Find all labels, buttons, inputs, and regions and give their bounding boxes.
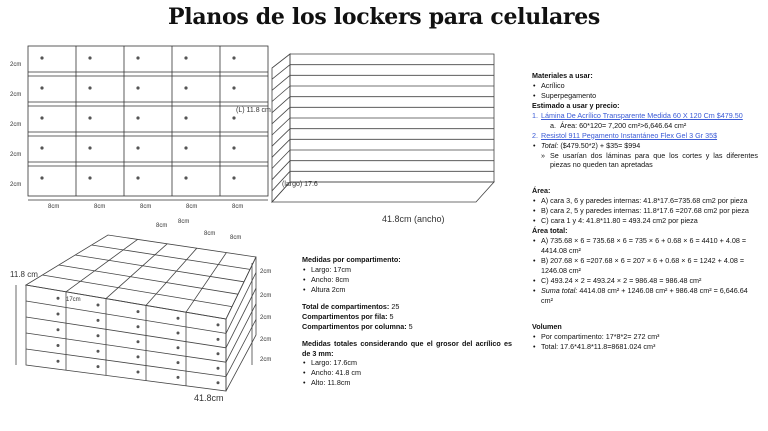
glue-link[interactable]: Resistol 911 Pegamento Instantáneo Flex Gel 3 Gr 35$ [541,130,718,140]
front-hole-dot [88,176,91,179]
box-slat-line [272,65,290,80]
iso-hole-dot [217,338,220,341]
list-item: • Suma total: 4414.08 cm² + 1246.08 cm² + 986.48 cm² = 6,646.64 cm² [532,286,758,306]
iso-top-grid-line [92,245,250,269]
box-view-drawing [232,32,504,228]
iso-top-grid-line [66,239,138,291]
front-hole-dot [136,176,139,179]
iso-hole-dot [217,323,220,326]
front-width-label: 8cm [48,204,60,210]
area-list [532,196,758,226]
box-side-face [272,54,290,202]
list-item: a. Área: 60*120= 7,200 cm²>6,646.64 cm² [550,120,687,130]
iso-shelf-line [26,317,226,348]
front-hole-dot [40,146,43,149]
iso-bottom-label: 41.8cm [194,393,224,403]
iso-shelf-line [226,304,256,362]
list-item: • C) cara 1 y 4: 41.8*11.80 = 493.24 cm2 por pieza [532,216,758,226]
box-slat-line [272,139,290,157]
compartment-measures [302,255,512,388]
iso-hole-dot [97,334,100,337]
iso-top-label: 8cm [156,223,168,229]
box-slat-line [272,129,290,147]
acrylic-sheet-link[interactable]: Lámina De Acrílico Transparente Medida 60 X 120 Cm $479.50 [541,110,743,120]
front-hole-dot [88,146,91,149]
list-item: • Ancho: 41.8 cm [302,368,512,378]
iso-hole-dot [97,303,100,306]
list-item: • A) 735.68 × 6 = 735.68 × 6 = 735 × 6 + 0.68 × 6 = 4410 + 4.08 = 4414.08 cm² [532,236,758,256]
iso-hole-dot [57,313,60,316]
iso-right-label: 2cm [260,315,272,321]
iso-hole-dot [217,367,220,370]
list-item: • Total: 17.6*41.8*11.8=8681.024 cm³ [532,342,758,352]
iso-hole-dot [97,350,100,353]
iso-hole-dot [97,319,100,322]
front-hole-dot [136,56,139,59]
box-slat-line [272,150,290,169]
volume-heading: Volumen [532,321,562,331]
box-slat-line [272,118,290,135]
iso-shelf-line [226,288,256,348]
front-height-label: 2cm [10,182,22,188]
compartment-heading: Medidas por compartimento: [302,255,401,264]
front-hole-dot [184,86,187,89]
front-hole-dot [136,146,139,149]
list-item: • Acrílico [532,81,758,91]
iso-top-grid-line [75,255,244,282]
area-total-heading: Área total: [532,226,568,236]
iso-hole-dot [137,310,140,313]
box-depth-label: (largo) 17.6 [282,181,318,188]
iso-hole-dot [137,371,140,374]
compartment-list [302,265,512,295]
front-height-label: 2cm [10,122,22,128]
isometric-drawing [8,215,280,413]
iso-hole-dot [137,355,140,358]
page-title: Planos de los lockers para celulares [168,4,600,30]
area-heading: Área: [532,186,551,196]
iso-hole-dot [177,346,180,349]
list-item: • A) cara 3, 6 y paredes internas: 41.8*17.6=735.68 cm2 por pieza [532,196,758,206]
iso-side-label: 17cm [66,297,81,303]
iso-hole-dot [217,352,220,355]
materials-list [532,81,758,101]
iso-top-grid-line [59,265,238,294]
iso-right-label: 2cm [260,357,272,363]
box-view-sketch [232,32,504,228]
list-item: • C) 493.24 × 2 = 493.24 × 2 = 986.48 = 986.48 cm² [532,276,758,286]
list-item: • B) cara 2, 5 y paredes internas: 11.8*17.6 =207.68 cm2 por pieza [532,206,758,216]
iso-shelf-line [26,349,226,377]
list-item: 2. Resistol 911 Pegamento Instantáneo Flex Gel 3 Gr 35$ [532,130,718,140]
front-height-label: 2cm [10,152,22,158]
volume-list [532,332,758,352]
front-hole-dot [88,86,91,89]
iso-hole-dot [137,325,140,328]
iso-hole-dot [57,297,60,300]
front-hole-dot [40,116,43,119]
front-hole-dot [40,56,43,59]
front-hole-dot [184,146,187,149]
list-item: • Largo: 17.6cm [302,358,512,368]
iso-right-label: 2cm [260,293,272,299]
outer-heading: Medidas totales considerando que el grosor del acrílico es de 3 mm: [302,338,512,358]
iso-height-label: 11.8 cm [10,270,38,279]
front-hole-dot [184,176,187,179]
list-item: • Alto: 11.8cm [302,378,512,388]
front-hole-dot [184,56,187,59]
list-item: • B) 207.68 × 6 =207.68 × 6 = 207 × 6 + 0.68 × 6 = 1242 + 4.08 = 1246.08 cm² [532,256,758,276]
iso-right-label: 2cm [260,337,272,343]
list-item: • Superpegamento [532,91,758,101]
iso-hole-dot [177,376,180,379]
iso-top-label: 8cm [230,235,242,241]
front-height-label: 2cm [10,62,22,68]
iso-shelf-line [226,319,256,376]
box-width-label: 41.8cm (ancho) [382,214,445,224]
front-hole-dot [88,116,91,119]
front-width-label: 8cm [140,204,152,210]
estimate-heading: Estimado a usar y precio: [532,100,620,110]
iso-hole-dot [217,381,220,384]
front-width-label: 8cm [232,204,244,210]
iso-hole-dot [177,332,180,335]
iso-hole-dot [57,344,60,347]
list-item: • Largo: 17cm [302,265,512,275]
iso-hole-dot [177,317,180,320]
total-compartments: Total de compartimentos: 25 [302,301,400,311]
list-item: • Altura 2cm [302,285,512,295]
list-item: • Ancho: 8cm [302,275,512,285]
iso-hole-dot [97,365,100,368]
list-item: • Por compartimento: 17*8*2= 272 cm³ [532,332,758,342]
iso-top-label: 8cm [204,231,216,237]
estimate-list [532,111,758,171]
front-hole-dot [40,176,43,179]
iso-hole-dot [137,340,140,343]
materials-heading: Materiales a usar: [532,71,593,80]
area-total-list [532,236,758,306]
iso-right-label: 2cm [260,269,272,275]
iso-shelf-line [26,301,226,333]
outer-list [302,358,512,388]
iso-top-grid-line [186,253,226,313]
iso-hole-dot [177,361,180,364]
list-item: » Se usarían dos láminas para que los cortes y las diferentes piezas no queden tan apretadas [541,150,758,170]
per-row: Compartimentos por fila: 5 [302,311,394,321]
front-height-label: 2cm [10,92,22,98]
box-height-label: (L) 11.8 cm [236,107,271,114]
list-item: • Total: ($479.50*2) + $35= $994 [532,141,758,151]
isometric-sketch [8,215,280,413]
per-column: Compartimentos por columna: 5 [302,321,413,331]
materials-column [532,71,758,351]
front-hole-dot [136,86,139,89]
list-item: 1. Lámina De Acrílico Transparente Medida 60 X 120 Cm $479.50 [532,110,743,120]
iso-top-label: 8cm [178,219,190,225]
front-hole-dot [88,56,91,59]
iso-shelf-line [26,333,226,362]
front-width-label: 8cm [186,204,198,210]
front-hole-dot [40,86,43,89]
box-slat-line [272,161,290,180]
iso-hole-dot [57,360,60,363]
front-hole-dot [136,116,139,119]
front-hole-dot [184,116,187,119]
front-width-label: 8cm [94,204,106,210]
iso-hole-dot [57,328,60,331]
